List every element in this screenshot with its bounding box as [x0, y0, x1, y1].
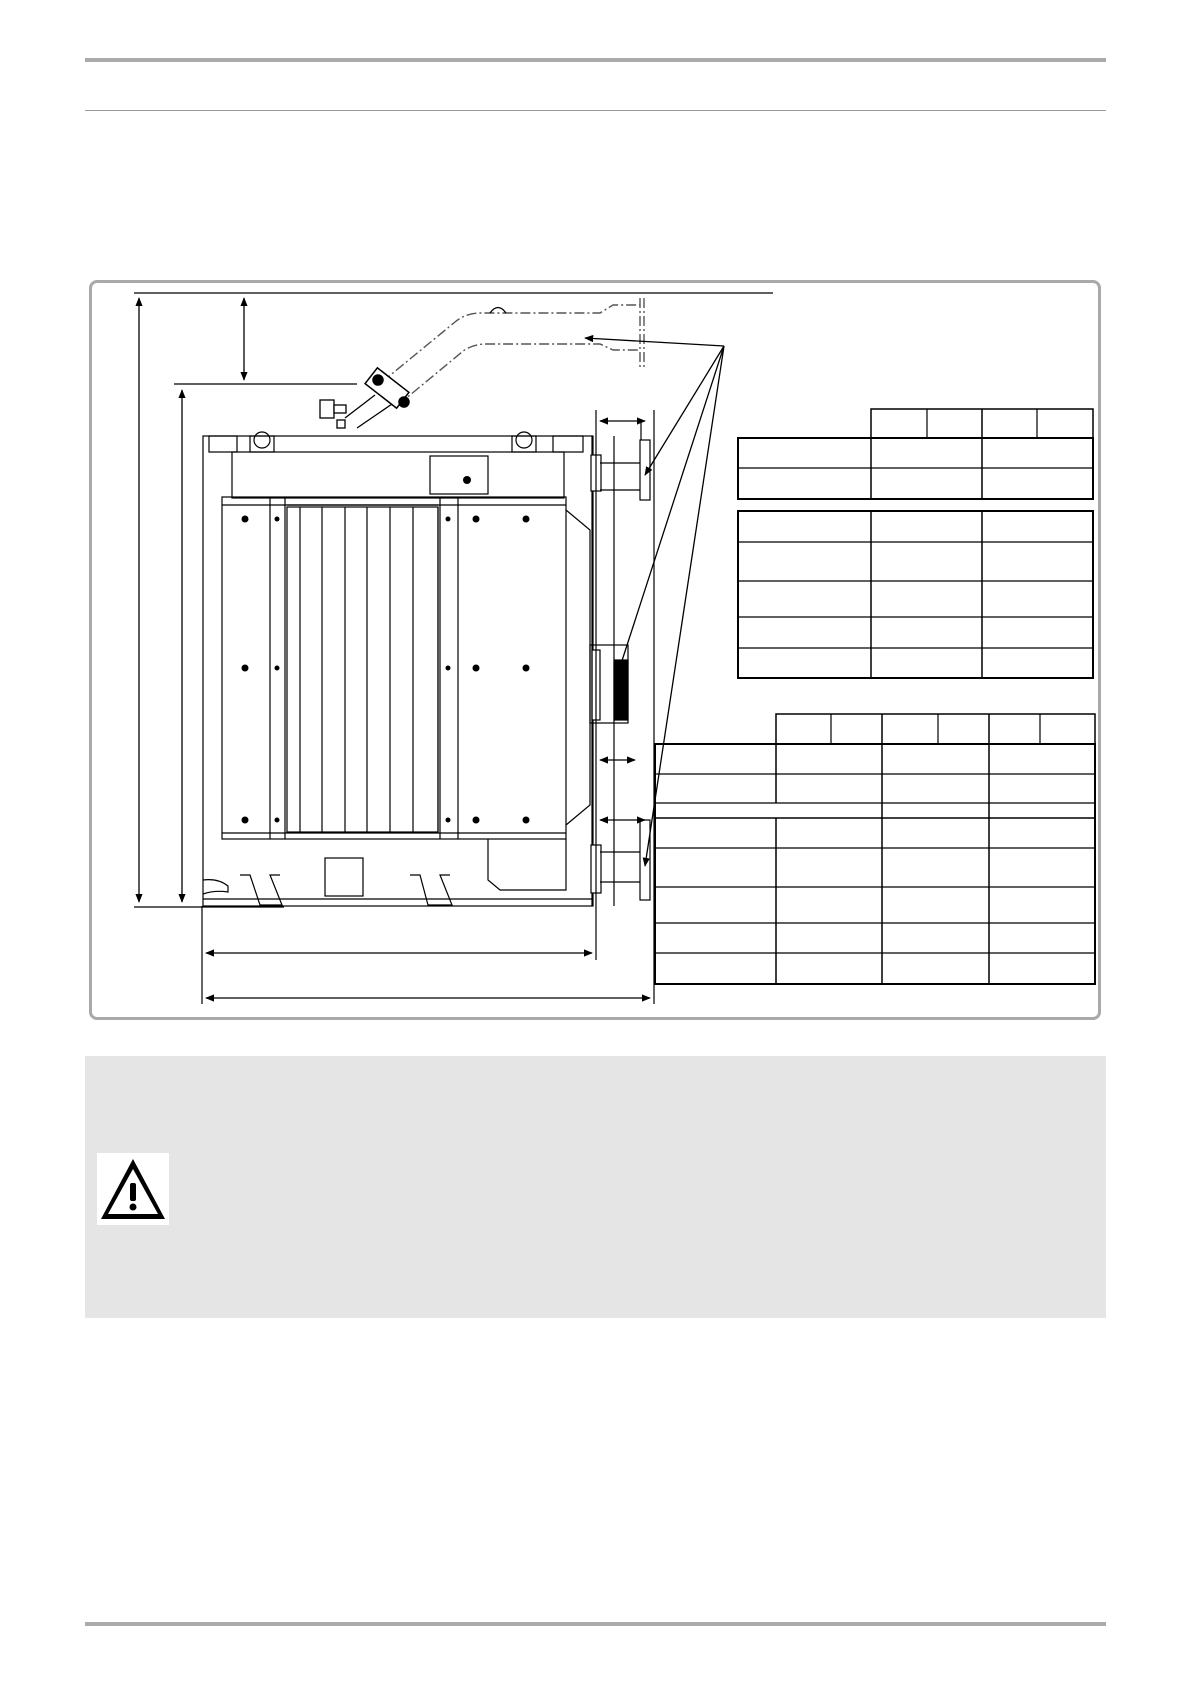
warning-triangle-icon: [97, 1153, 169, 1225]
footer-rule: [85, 1622, 1106, 1626]
radiator-assembly: [203, 432, 628, 906]
spec-table-lower: [655, 714, 1095, 984]
exhaust-lower-pipe: [320, 308, 506, 429]
exhaust-flange: [365, 368, 409, 408]
exhaust-pipe: [382, 298, 644, 405]
warning-box: [85, 1056, 1106, 1318]
dimension-lines: [134, 293, 773, 1004]
spec-table-upper: [738, 409, 1093, 678]
